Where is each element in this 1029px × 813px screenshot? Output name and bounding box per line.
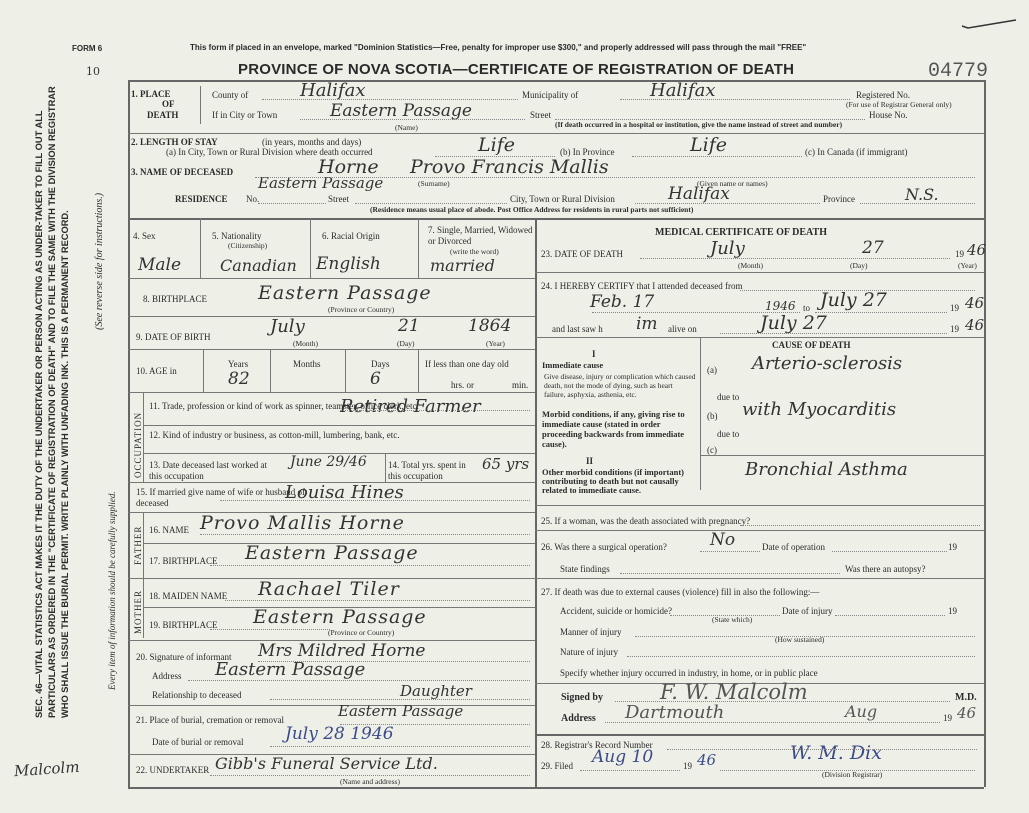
- q26-answer: No: [710, 530, 736, 550]
- county-value: Halifax: [300, 80, 366, 101]
- cause-a-value: Arterio-sclerosis: [752, 353, 903, 374]
- specify-label: Specify whether injury occurred in industry, in home, or in public place: [560, 668, 818, 678]
- roman-two: II: [586, 456, 594, 466]
- dob-year-note: (Year): [486, 339, 505, 348]
- accident-label: Accident, suicide or homicide?: [560, 606, 672, 616]
- physician-address-month: Aug: [845, 702, 878, 721]
- residence-province-value: N.S.: [905, 185, 939, 204]
- under-day-label: If less than one day old: [425, 359, 509, 369]
- registrar-note: (For use of Registrar General only): [846, 100, 952, 109]
- name-note: (Name): [395, 123, 418, 132]
- alive-year-prefix: 19: [950, 324, 959, 334]
- residence-city-label: City, Town or Rural Division: [510, 194, 615, 204]
- physician-year: 46: [957, 704, 977, 722]
- stay-b-value: Life: [690, 134, 727, 156]
- corner-note: 10: [86, 65, 100, 78]
- months-label: Months: [293, 359, 321, 369]
- city-label: If in City or Town: [212, 110, 278, 120]
- father-name-value: Provo Mallis Horne: [200, 512, 405, 534]
- min-label: min.: [512, 380, 529, 390]
- undertaker-label: 22. UNDERTAKER: [136, 765, 210, 775]
- birthplace-note: (Province or Country): [328, 305, 395, 314]
- deceased-surname: Horne: [318, 156, 379, 178]
- informant-address-label: Address: [152, 671, 182, 681]
- dod-month-note: (Month): [738, 261, 763, 270]
- md-label: M.D.: [955, 692, 977, 703]
- physician-address: Dartmouth: [625, 702, 725, 723]
- mother-prov-note: (Province or Country): [328, 628, 395, 637]
- years-label: Years: [228, 359, 249, 369]
- dob-month: July: [270, 316, 305, 337]
- last-worked-value: June 29/46: [290, 454, 367, 470]
- immediate-cause-note: Give disease, injury or complication which caused death, not the mode of dying, such as heart failure, asphyxia, asthenia, etc.: [544, 372, 696, 399]
- dod-day-note: (Day): [850, 261, 868, 270]
- due-to-1: due to: [717, 392, 740, 402]
- cause-ii-value: Bronchial Asthma: [745, 459, 908, 480]
- stay-sub: (in years, months and days): [262, 137, 362, 147]
- wife-value: Louisa Hines: [285, 482, 404, 503]
- page-title: PROVINCE OF NOVA SCOTIA—CERTIFICATE OF REGISTRATION OF DEATH: [238, 61, 795, 78]
- statute-text: SEC. 46—VITAL STATISTICS ACT MAKES IT THE DUTY OF THE UNDERTAKER OR PERSON ACTING AS UNDER-TAKER TO FILL OUT ALL PARTICULARS AS ORDERED IN THE "CERTIFICATE OF REGISTRATION OF DEATH" AND TO FILE THE SAME WITH THE DIVISION REGISTRAR WHO SHALL ISSUE THE BURIAL PERMIT. WRITE PLAINLY WITH UNFADING INK. THIS IS A PERMANENT RECORD.: [34, 86, 70, 718]
- nationality-value: Canadian: [220, 256, 297, 275]
- dob-label: 9. DATE OF BIRTH: [136, 332, 211, 342]
- other-conditions-label: Other morbid conditions (if important) contributing to death but not causally related to immediate cause.: [542, 467, 684, 495]
- nationality-label: 5. Nationality: [212, 231, 262, 241]
- place-label: 1. PLACE: [131, 89, 171, 99]
- last-worked-label: 13. Date deceased last worked at this occupation: [149, 460, 267, 481]
- medical-heading: MEDICAL CERTIFICATE OF DEATH: [655, 227, 827, 238]
- mother-side-label: MOTHER: [133, 590, 143, 634]
- house-label: House No.: [869, 110, 908, 120]
- residence-note: (Residence means usual place of abode. Post Office Address for residents in rural parts not sufficient): [370, 205, 694, 214]
- op-date-label: Date of operation: [762, 542, 825, 552]
- morbid-label: Morbid conditions, if any, giving rise to immediate cause (stated in order proceeding backwards from immediate cause).: [542, 409, 685, 449]
- deceased-label: 3. NAME OF DECEASED: [131, 167, 234, 177]
- industry-label: 12. Kind of industry or business, as cotton-mill, lumbering, bank, etc.: [149, 430, 400, 440]
- mailing-note: This form if placed in an envelope, marked "Dominion Statistics—Free, penalty for improper use $300," and properly addressed will pass through the mail "FREE": [190, 43, 807, 52]
- alive-on-label: alive on: [668, 324, 697, 334]
- physician-year-prefix: 19: [943, 713, 952, 723]
- autopsy-label: Was there an autopsy?: [845, 564, 926, 574]
- city-value: Eastern Passage: [330, 101, 472, 121]
- sex-label: 4. Sex: [133, 231, 156, 241]
- place-label-death: DEATH: [147, 110, 179, 120]
- burial-place-value: Eastern Passage: [338, 702, 464, 720]
- mother-name-value: Rachael Tiler: [258, 578, 400, 600]
- racial-value: English: [316, 254, 381, 274]
- reverse-note: (See reverse side for instructions.): [94, 192, 105, 330]
- alive-on-year: 46: [965, 316, 985, 334]
- dob-day-note: (Day): [397, 339, 415, 348]
- father-birthplace-value: Eastern Passage: [245, 542, 419, 564]
- q27-label: 27. If death was due to external causes (violence) fill in also the following:—: [541, 587, 820, 597]
- stay-a-label: (a) In City, Town or Rural Division where death occurred: [166, 147, 373, 157]
- residence-label: RESIDENCE: [175, 194, 228, 204]
- check-mark-icon: [960, 18, 1020, 30]
- burial-place-label: 21. Place of burial, cremation or removal: [136, 715, 284, 725]
- nationality-sub: (Citizenship): [228, 241, 268, 250]
- nature-label: Nature of injury: [560, 647, 618, 657]
- age-label: 10. AGE in: [136, 366, 177, 376]
- registrar-signature: W. M. Dix: [790, 742, 882, 764]
- q25-label: 25. If a woman, was the death associated with pregnancy?: [541, 516, 751, 526]
- stay-a-value: Life: [478, 134, 515, 156]
- info-note: Every item of information should be carefully supplied.: [107, 491, 117, 690]
- stay-c-label: (c) In Canada (if immigrant): [805, 147, 908, 157]
- physician-signature: F. W. Malcolm: [660, 680, 808, 704]
- dod-month: July: [710, 238, 745, 259]
- marital-label: 7. Single, Married, Widowed or Divorced: [428, 225, 533, 246]
- dob-month-note: (Month): [293, 339, 318, 348]
- filed-label: 29. Filed: [541, 761, 574, 771]
- residence-province-label: Province: [823, 194, 855, 204]
- to-label: to: [803, 303, 811, 313]
- surname-note: (Surname): [418, 179, 450, 188]
- birthplace-value: Eastern Passage: [258, 282, 432, 304]
- dob-day: 21: [398, 316, 420, 336]
- sex-value: Male: [138, 255, 182, 275]
- state-which-note: (State which): [712, 615, 753, 624]
- total-years-value: 65 yrs: [482, 455, 530, 473]
- last-saw-label: and last saw h: [552, 324, 603, 334]
- filed-year: 46: [697, 751, 717, 769]
- residence-value: Eastern Passage: [258, 174, 384, 192]
- total-years-label: 14. Total yrs. spent in this occupation: [388, 460, 466, 481]
- informant-label: 20. Signature of informant: [136, 652, 232, 662]
- dod-year-prefix: 19: [955, 249, 964, 259]
- state-findings-label: State findings: [560, 564, 610, 574]
- certify-label: 24. I HEREBY CERTIFY that I attended deceased from: [541, 281, 743, 291]
- last-saw-him: im: [636, 314, 658, 334]
- attended-from: Feb. 17: [590, 292, 655, 312]
- filed-date: Aug 10: [592, 747, 654, 767]
- how-sustained-note: (How sustained): [775, 635, 825, 644]
- filed-year-prefix: 19: [683, 761, 692, 771]
- signed-by-label: Signed by: [561, 692, 603, 703]
- undertaker-note: (Name and address): [340, 777, 400, 786]
- mother-birthplace-value: Eastern Passage: [253, 606, 427, 628]
- occupation-side-label: OCCUPATION: [133, 411, 143, 478]
- registered-label: Registered No.: [856, 90, 910, 100]
- cause-b-label: (b): [707, 411, 718, 421]
- date-injury-label: Date of injury: [782, 606, 833, 616]
- stay-label: 2. LENGTH OF STAY: [131, 137, 218, 147]
- trade-label: 11. Trade, profession or kind of work as spinner, teamster, office clerk, etc.: [149, 401, 419, 411]
- burial-date-label: Date of burial or removal: [152, 737, 244, 747]
- days-label: Days: [371, 359, 390, 369]
- alive-on-value: July 27: [760, 312, 827, 334]
- due-to-2: due to: [717, 429, 740, 439]
- birthplace-label: 8. BIRTHPLACE: [143, 294, 207, 304]
- racial-label: 6. Racial Origin: [322, 231, 380, 241]
- roman-one: I: [592, 349, 596, 359]
- relationship-label: Relationship to deceased: [152, 690, 242, 700]
- residence-no-label: No.: [246, 194, 260, 204]
- record-number-label: 28. Registrar's Record Number: [541, 740, 653, 750]
- undertaker-value: Gibb's Funeral Service Ltd.: [215, 754, 438, 773]
- municipality-value: Halifax: [650, 80, 716, 101]
- dod-label: 23. DATE OF DEATH: [541, 249, 623, 259]
- mother-name-label: 18. MAIDEN NAME: [149, 591, 228, 601]
- informant-signature: Mrs Mildred Horne: [258, 641, 426, 661]
- place-label-of: OF: [162, 99, 175, 109]
- trade-value: Retired Farmer: [340, 396, 481, 417]
- relationship-value: Daughter: [400, 682, 472, 700]
- age-days: 6: [370, 369, 381, 389]
- wife-label: 15. If married give name of wife or husband of deceased: [136, 487, 305, 508]
- cause-a-label: (a): [707, 365, 717, 375]
- attended-to: July 27: [820, 289, 887, 311]
- given-note: (Given name or names): [697, 179, 768, 188]
- manner-label: Manner of injury: [560, 627, 622, 637]
- form-number: FORM 6: [72, 44, 103, 53]
- residence-city-value: Halifax: [668, 184, 730, 204]
- municipality-label: Municipality of: [522, 90, 579, 100]
- immediate-cause-label: Immediate cause: [542, 360, 604, 370]
- q26-label: 26. Was there a surgical operation?: [541, 542, 667, 552]
- stay-b-label: (b) In Province: [560, 147, 615, 157]
- hrs-label: hrs. or: [451, 380, 474, 390]
- marital-value: married: [430, 256, 495, 275]
- mother-birthplace-label: 19. BIRTHPLACE: [149, 620, 218, 630]
- division-registrar-note: (Division Registrar): [822, 770, 883, 779]
- residence-street-label: Street: [328, 194, 349, 204]
- cause-c-label: (c): [707, 445, 717, 455]
- father-name-label: 16. NAME: [149, 525, 189, 535]
- marital-sub: (write the word): [450, 247, 499, 256]
- informant-address: Eastern Passage: [215, 659, 366, 680]
- deceased-given: Provo Francis Mallis: [410, 156, 609, 178]
- dod-year-note: (Year): [958, 261, 977, 270]
- dod-year: 46: [967, 241, 987, 259]
- injury-year-prefix: 19: [948, 606, 957, 616]
- margin-signature: Malcolm: [13, 757, 81, 781]
- burial-date-value: July 28 1946: [285, 724, 394, 744]
- father-side-label: FATHER: [133, 525, 143, 565]
- street-label: Street: [530, 110, 551, 120]
- op-year-prefix: 19: [948, 542, 957, 552]
- to-year-prefix: 19: [950, 303, 959, 313]
- dod-day: 27: [862, 238, 884, 258]
- cause-heading: CAUSE OF DEATH: [772, 340, 851, 350]
- cause-b-value: with Myocarditis: [742, 399, 897, 420]
- serial-number: 04779: [928, 60, 989, 83]
- dob-year: 1864: [468, 316, 512, 336]
- attended-to-year: 46: [965, 294, 985, 312]
- county-label: County of: [212, 90, 249, 100]
- attended-from-year: 1946: [765, 299, 796, 313]
- father-birthplace-label: 17. BIRTHPLACE: [149, 556, 218, 566]
- physician-address-label: Address: [561, 713, 596, 724]
- hospital-note: (If death occurred in a hospital or institution, give the name instead of street and number): [555, 120, 843, 129]
- age-years: 82: [228, 369, 250, 389]
